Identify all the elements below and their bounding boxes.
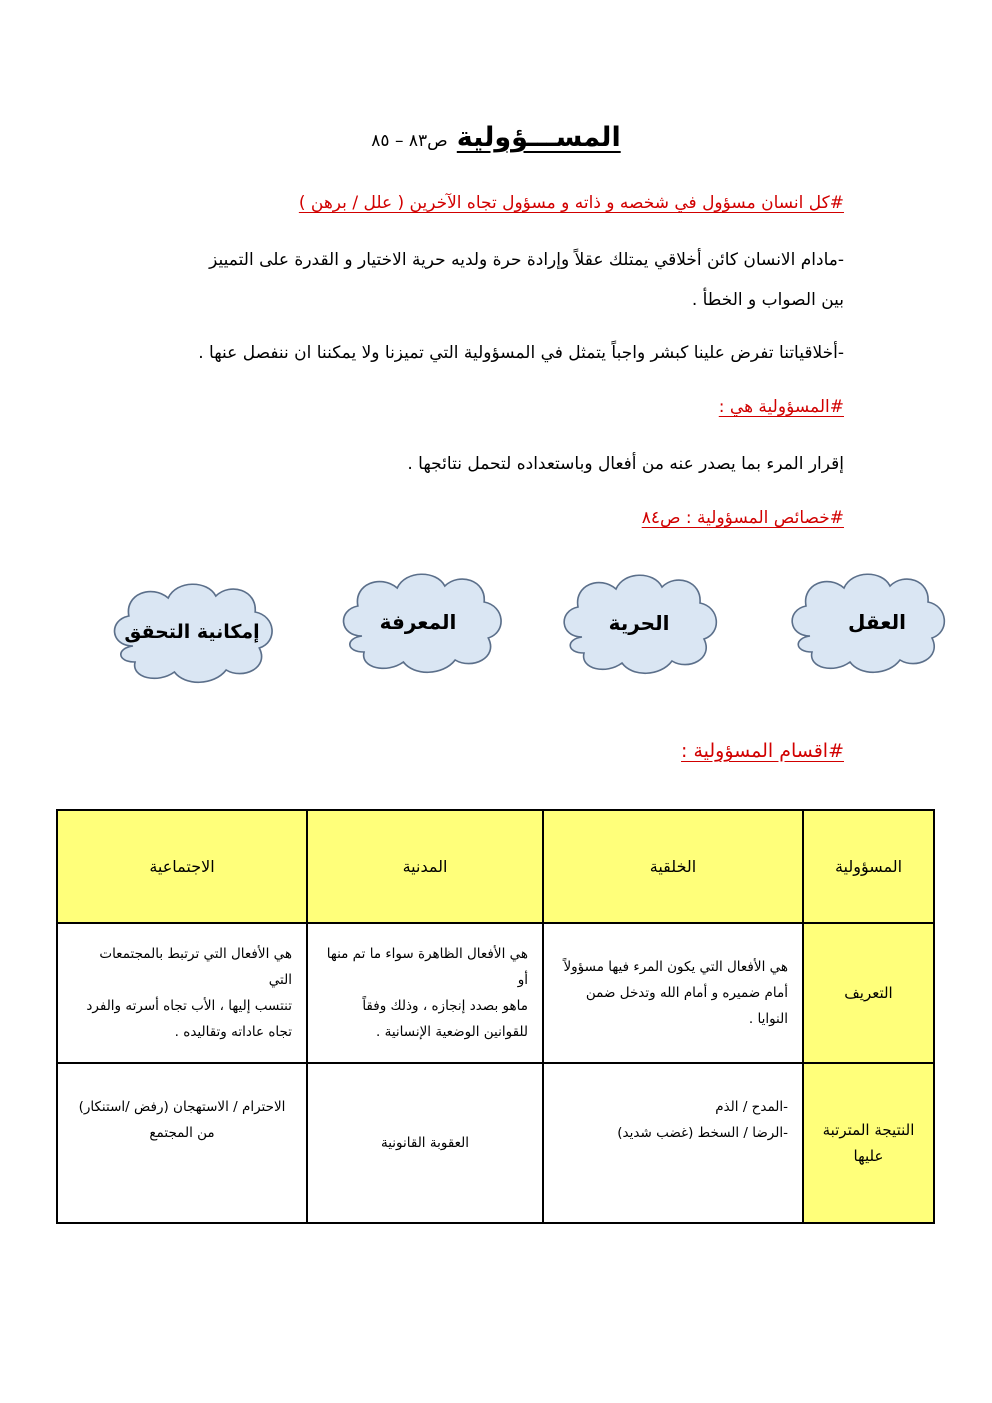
cell-line: أمام ضميره و أمام الله وتدخل ضمن xyxy=(585,985,788,1001)
table-row-result xyxy=(57,1063,934,1223)
cell-line: النوايا . xyxy=(748,1011,788,1027)
header-social: الاجتماعية xyxy=(57,810,307,923)
cell-line: -الرضا / السخط (غضب شديد) xyxy=(617,1125,788,1141)
cloud-label-freedom: الحرية xyxy=(608,611,670,635)
cloud-knowledge xyxy=(333,566,503,678)
cell-line: تنتسب إليها ، الأب تجاه أسرته والفرد xyxy=(86,998,292,1014)
cloud-label-feasibility: إمكانية التحقق xyxy=(124,621,260,643)
title-pages: ص٨٣ – ٨٥ xyxy=(371,131,448,151)
row-label-result xyxy=(803,1063,934,1223)
cell-line: هي الأفعال التي ترتبط بالمجتمعات التي xyxy=(99,946,292,988)
cell-line: الاحترام / الاستهجان (رفض /استنكار) xyxy=(78,1099,286,1115)
cell-civil-definition xyxy=(307,923,543,1063)
page-title xyxy=(0,122,992,153)
heading-types-of-responsibility: #اقسام المسؤولية : xyxy=(681,740,844,762)
cell-line: ماهو بصدد إنجازه ، وذلك وفقاً xyxy=(362,998,528,1014)
paragraph1-line1: -مادام الانسان كائن أخلاقي يمتلك عقلاً وإرادة حرة ولديه حرية الاختيار و القدرة على التمييز xyxy=(209,250,844,270)
cell-moral-definition xyxy=(543,923,803,1063)
cell-line: من المجتمع xyxy=(149,1125,215,1141)
paragraph1-line2: بين الصواب و الخطأ . xyxy=(691,290,844,310)
header-civil: المدنية xyxy=(307,810,543,923)
cell-civil-result: العقوبة القانونية xyxy=(307,1063,543,1223)
paragraph2: -أخلاقياتنا تفرض علينا كبشر واجباً يتمثل في المسؤولية التي تميزنا ولا يمكننا ان ننفصل عنها . xyxy=(198,343,844,363)
heading-responsibility-is: #المسؤولية هي : xyxy=(718,397,844,417)
cloud-reason xyxy=(782,566,952,678)
cell-line: النتيجة المترتبة xyxy=(822,1121,915,1139)
cell-social-result xyxy=(57,1063,307,1223)
header-moral: الخلقية xyxy=(543,810,803,923)
header-responsibility: المسؤولية xyxy=(803,810,934,923)
title-main: المســـؤولية xyxy=(456,122,621,153)
responsibility-definition: إقرار المرء بما يصدر عنه من أفعال وباستعداده لتحمل نتائجها . xyxy=(407,454,844,474)
heading-characteristics: #خصائص المسؤولية : ص٨٤ xyxy=(641,508,844,528)
cell-social-definition xyxy=(57,923,307,1063)
cloud-feasibility xyxy=(104,576,280,688)
table-header-row xyxy=(57,810,934,923)
cloud-freedom xyxy=(554,567,724,679)
responsibility-types-table xyxy=(56,809,935,1224)
cloud-label-knowledge: المعرفة xyxy=(379,610,457,634)
table-row-definition xyxy=(57,923,934,1063)
cloud-label-reason: العقل xyxy=(848,610,906,634)
cell-line: -المدح / الذم xyxy=(715,1099,788,1115)
cell-line: للقوانين الوضعية الإنسانية . xyxy=(376,1024,528,1040)
cell-line: هي الأفعال الظاهرة سواء ما تم منها أو xyxy=(326,946,528,988)
heading-every-human-responsible: #كل انسان مسؤول في شخصه و ذاته و مسؤول تجاه الآخرين ( علل / برهن ) xyxy=(298,193,844,213)
row-label-definition: التعريف xyxy=(803,923,934,1063)
cell-line: تجاه عاداته وتقاليده . xyxy=(174,1024,292,1040)
cell-line: عليها xyxy=(853,1147,884,1165)
cell-line: هي الأفعال التي يكون المرء فيها مسؤولاً xyxy=(563,959,788,975)
cell-moral-result xyxy=(543,1063,803,1223)
